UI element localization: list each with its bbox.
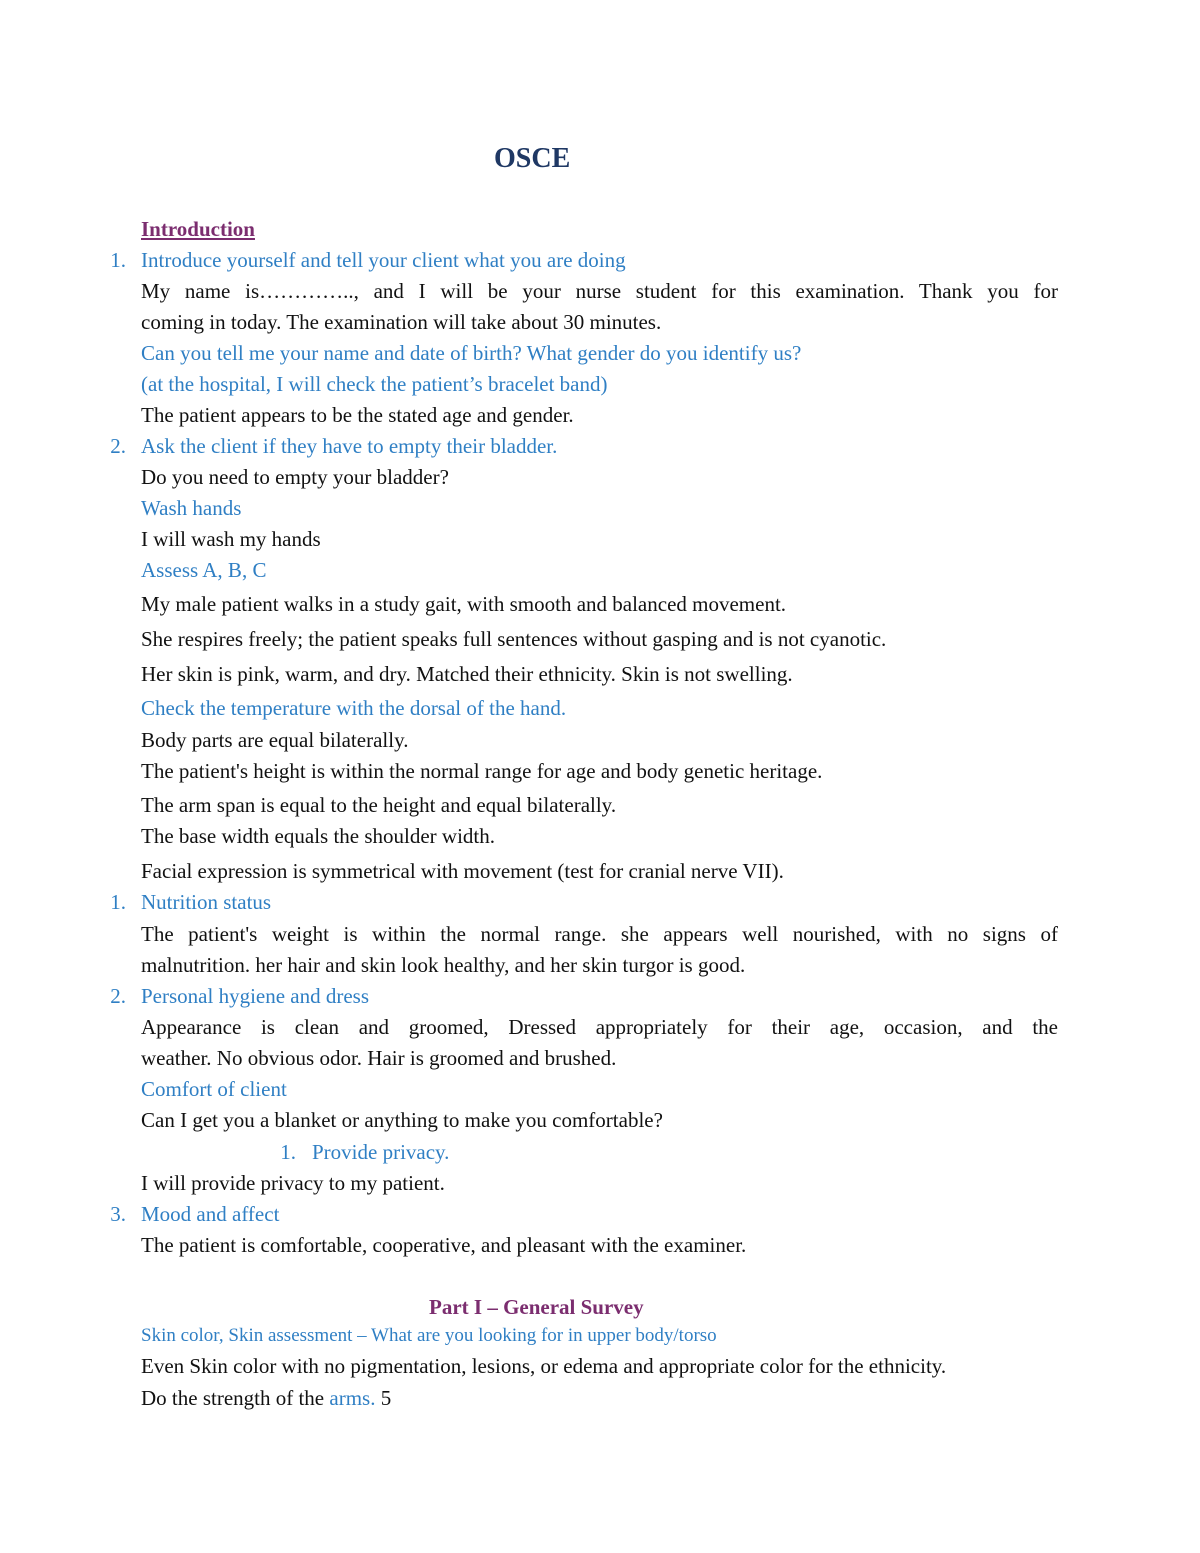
- body-text: Even Skin color with no pigmentation, lesions, or edema and appropriate color for the ethnicity.: [141, 1354, 947, 1378]
- body-text: She respires freely; the patient speaks full sentences without gasping and is not cyanotic.: [141, 627, 887, 651]
- instruction-text: Assess A, B, C: [141, 558, 267, 582]
- list-item-label: Personal hygiene and dress: [141, 984, 370, 1008]
- body-text: The arm span is equal to the height and equal bilaterally.: [141, 793, 617, 817]
- list-number: 1.: [110, 890, 126, 914]
- page-title: OSCE: [494, 143, 571, 174]
- list-number: 3.: [110, 1202, 126, 1226]
- instruction-text: Can you tell me your name and date of birth? What gender do you identify us?: [141, 341, 802, 365]
- list-number: 2.: [110, 434, 126, 458]
- list-item-label: Provide privacy.: [312, 1140, 450, 1164]
- body-text: My male patient walks in a study gait, with smooth and balanced movement.: [141, 592, 787, 616]
- list-item-label: Nutrition status: [141, 890, 272, 914]
- body-text: The base width equals the shoulder width.: [141, 824, 496, 848]
- body-text: Appearance is clean and groomed, Dressed appropriately for their age, occasion, and the: [141, 1015, 1058, 1039]
- list-number: 1.: [110, 248, 126, 272]
- body-text: I will provide privacy to my patient.: [141, 1171, 445, 1195]
- body-text: Facial expression is symmetrical with movement (test for cranial nerve VII).: [141, 859, 784, 883]
- body-text: I will wash my hands: [141, 527, 321, 551]
- instruction-text: (at the hospital, I will check the patient’s bracelet band): [141, 372, 608, 396]
- body-text: The patient is comfortable, cooperative, and pleasant with the examiner.: [141, 1233, 747, 1257]
- instruction-text: Comfort of client: [141, 1077, 287, 1101]
- list-item-label: Introduce yourself and tell your client what you are doing: [141, 248, 626, 272]
- introduction-heading: Introduction: [141, 217, 255, 241]
- list-item-label: Mood and affect: [141, 1202, 280, 1226]
- instruction-text: Skin color, Skin assessment – What are you looking for in upper body/torso: [141, 1325, 717, 1346]
- arms-term: arms.: [329, 1386, 376, 1410]
- body-text: The patient appears to be the stated age and gender.: [141, 403, 574, 427]
- body-text: Do you need to empty your bladder?: [141, 465, 449, 489]
- body-text: Do the strength of the: [141, 1386, 330, 1410]
- instruction-text: Check the temperature with the dorsal of the hand.: [141, 696, 567, 720]
- list-number: 1.: [280, 1140, 296, 1164]
- strength-line: [141, 1385, 391, 1411]
- body-text: Can I get you a blanket or anything to make you comfortable?: [141, 1108, 663, 1132]
- body-text: Body parts are equal bilaterally.: [141, 728, 409, 752]
- body-text: The patient's weight is within the normal range. she appears well nourished, with no signs of: [141, 922, 1058, 946]
- body-text: malnutrition. her hair and skin look healthy, and her skin turgor is good.: [141, 953, 746, 977]
- body-text: Her skin is pink, warm, and dry. Matched their ethnicity. Skin is not swelling.: [141, 662, 793, 686]
- body-text: weather. No obvious odor. Hair is groomed and brushed.: [141, 1046, 617, 1070]
- section-heading: Part I – General Survey: [429, 1295, 644, 1319]
- body-text: coming in today. The examination will take about 30 minutes.: [141, 310, 662, 334]
- body-text: The patient's height is within the normal range for age and body genetic heritage.: [141, 759, 823, 783]
- list-number: 2.: [110, 984, 126, 1008]
- body-text: 5: [375, 1386, 392, 1410]
- instruction-text: Wash hands: [141, 496, 242, 520]
- list-item-label: Ask the client if they have to empty their bladder.: [141, 434, 558, 458]
- body-text: My name is………….., and I will be your nurse student for this examination. Thank you for: [141, 279, 1058, 303]
